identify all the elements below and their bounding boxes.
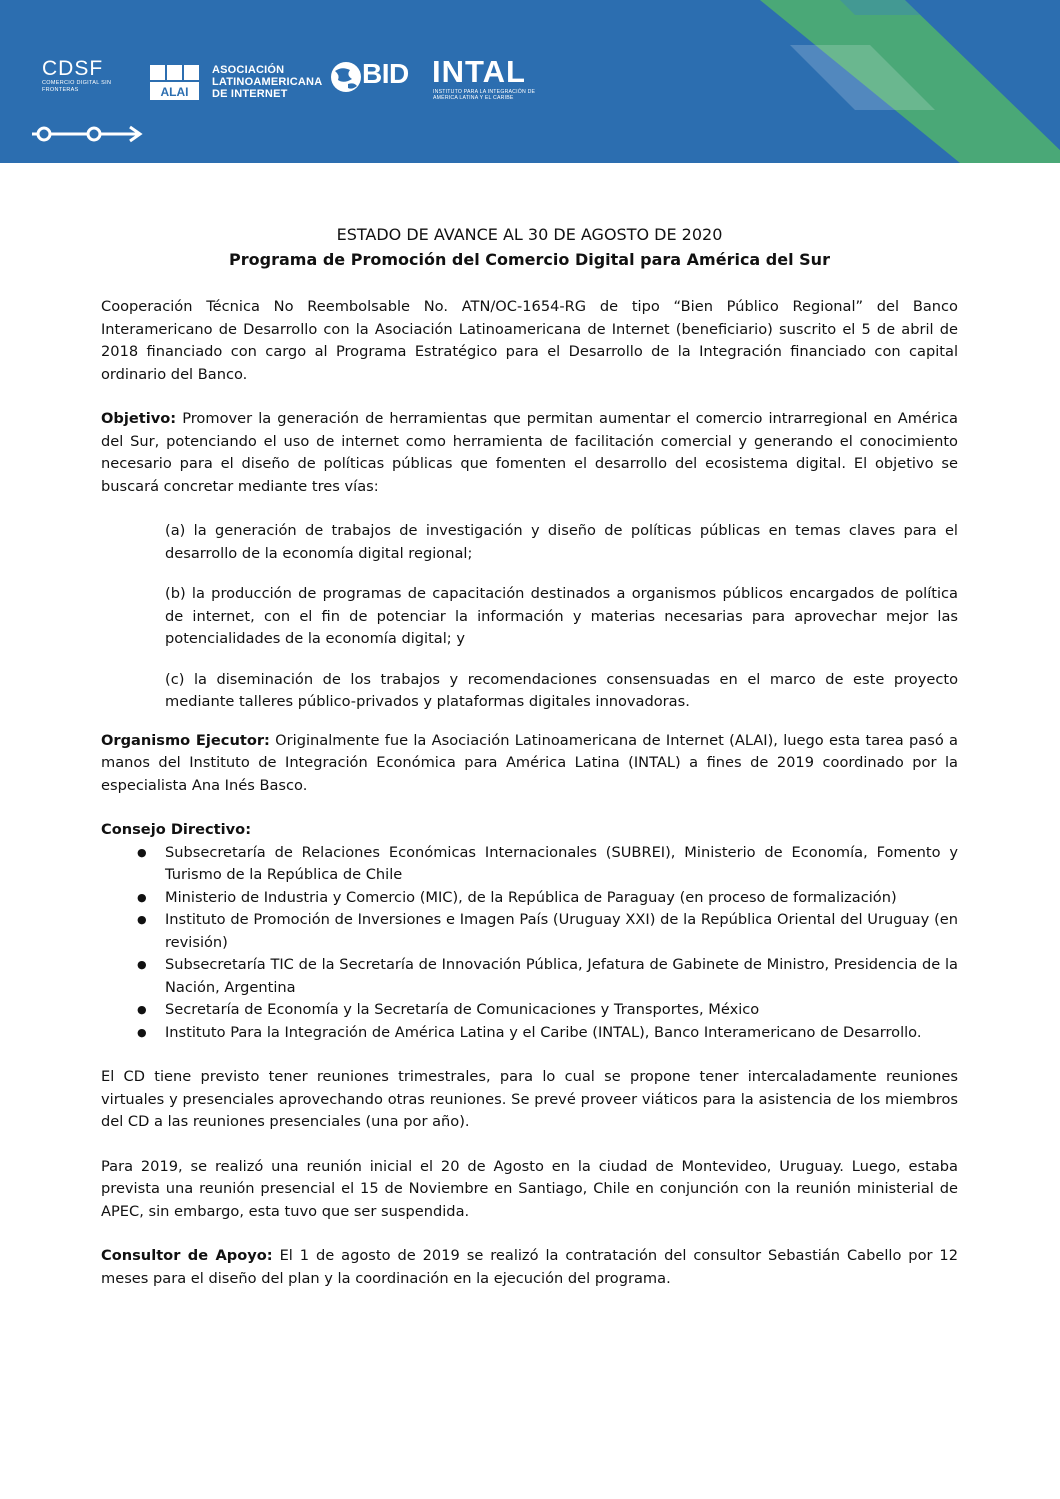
document-title-line2: Programa de Promoción del Comercio Digital para América del Sur: [229, 250, 830, 269]
list-item: ● Subsecretaría de Relaciones Económicas Internacionales (SUBREI), Ministerio de Economía, Fomento y Turismo de la República de Chile: [101, 842, 958, 887]
consejo-list: [101, 842, 958, 1045]
consultor-text: El 1 de agosto de 2019 se realizó la contratación del consultor Sebastián Cabello por 12 meses para el diseño del plan y la coordinación en la ejecución del programa.: [101, 1247, 958, 1287]
objetivo-item-b: (b) la producción de programas de capacitación destinados a organismos públicos encargados de política de internet, con el fin de potenciar la información y materias necesarias para aprovechar mejor las potencialidades de la economía digital; y: [165, 585, 958, 647]
list-item: ● Secretaría de Economía y la Secretaría de Comunicaciones y Transportes, México: [101, 999, 958, 1022]
consejo-heading: [101, 819, 958, 842]
timeline-arrow-icon: [30, 122, 150, 146]
document-body: [101, 222, 958, 1290]
cdsf-logo-text: CDSF: [42, 57, 104, 80]
organismo-label: Organismo Ejecutor:: [101, 731, 270, 749]
intro-paragraph: Cooperación Técnica No Reembolsable No. ATN/OC-1654-RG de tipo “Bien Público Regional” del Banco Interamericano de Desarrollo con la Asociación Latinoamericana de Internet (beneficiario) suscrito el 5 de abril de 2018 financiado con cargo al Programa Estratégico para el Desarrollo de la Integración financiado con capital ordinario del Banco.: [101, 298, 958, 383]
organismo-text: Originalmente fue la Asociación Latinoamericana de Internet (ALAI), luego esta tarea pasó a manos del Instituto de Integración Económica para América Latina (INTAL) a fines de 2019 coordinado por la especialista Ana Inés Basco.: [101, 731, 959, 794]
cdsf-logo-subtext: COMERCIO DIGITAL SIN FRONTERAS: [42, 80, 112, 93]
cdsf-logo: [42, 58, 112, 94]
intal-logo-text: INTAL: [432, 54, 526, 89]
consejo-label: Consejo Directivo:: [101, 821, 252, 838]
objetivo-item-c: (c) la diseminación de los trabajos y recomendaciones consensuadas en el marco de este proyecto mediante talleres público-privados y plataformas digitales innovadoras.: [165, 670, 958, 710]
alai-logo-box-text: ALAI: [160, 85, 189, 99]
objetivo-text: Promover la generación de herramientas que permitan aumentar el comercio intrarregional en América del Sur, potenciando el uso de internet como herramienta de facilitación comercial y generando el conocimiento necesario para el diseño de políticas públicas que fomenten el desarrollo del ecosistema digital. El objetivo se buscará concretar mediante tres vías:: [101, 410, 958, 495]
consultor-label: Consultor de Apoyo:: [101, 1247, 273, 1264]
objetivo-item-a: (a) la generación de trabajos de investigación y diseño de políticas públicas en temas claves para el desarrollo de la economía digital regional;: [165, 522, 958, 562]
intal-logo-subtext: INSTITUTO PARA LA INTEGRACIÓN DE AMÉRICA LATINA Y EL CARIBE: [433, 89, 536, 101]
alai-logo-text: ASOCIACIÓN LATINOAMERICANA DE INTERNET: [212, 64, 322, 100]
bid-globe-icon: [330, 60, 362, 94]
document-title-line1: ESTADO DE AVANCE AL 30 DE AGOSTO DE 2020: [336, 225, 723, 244]
cd-paragraph: El CD tiene previsto tener reuniones trimestrales, para lo cual se propone tener intercaladamente reuniones virtuales y presenciales aprovechando otras reuniones. Se prevé proveer viáticos para la asistencia de los miembros del CD a las reuniones presenciales (una por año).: [101, 1068, 958, 1130]
header-banner: [0, 0, 1060, 163]
consultor-paragraph: [101, 1245, 958, 1290]
list-item: ● Instituto de Promoción de Inversiones e Imagen País (Uruguay XXI) de la República Oriental del Uruguay (en revisión): [101, 909, 958, 954]
paragraph-2019: Para 2019, se realizó una reunión inicial el 20 de Agosto en la ciudad de Montevideo, Uruguay. Luego, estaba prevista una reunión presencial el 15 de Noviembre en Santiago, Chile en conjunción con la reunión ministerial de APEC, sin embargo, esta tuvo que ser suspendida.: [101, 1157, 958, 1220]
objetivo-list: [165, 520, 958, 714]
list-item: ● Instituto Para la Integración de América Latina y el Caribe (INTAL), Banco Interamericano de Desarrollo.: [101, 1022, 958, 1045]
document-title: [101, 222, 958, 272]
list-item: ● Ministerio de Industria y Comercio (MIC), de la República de Paraguay (en proceso de formalización): [101, 887, 958, 910]
organismo-paragraph: [101, 730, 958, 798]
objetivo-paragraph: [101, 408, 958, 498]
alai-logo-icon: [150, 65, 200, 101]
objetivo-label: Objetivo:: [101, 410, 177, 427]
bid-logo-text: BID: [362, 58, 409, 89]
list-item: ● Subsecretaría TIC de la Secretaría de Innovación Pública, Jefatura de Gabinete de Ministro, Presidencia de la Nación, Argentina: [101, 954, 958, 999]
